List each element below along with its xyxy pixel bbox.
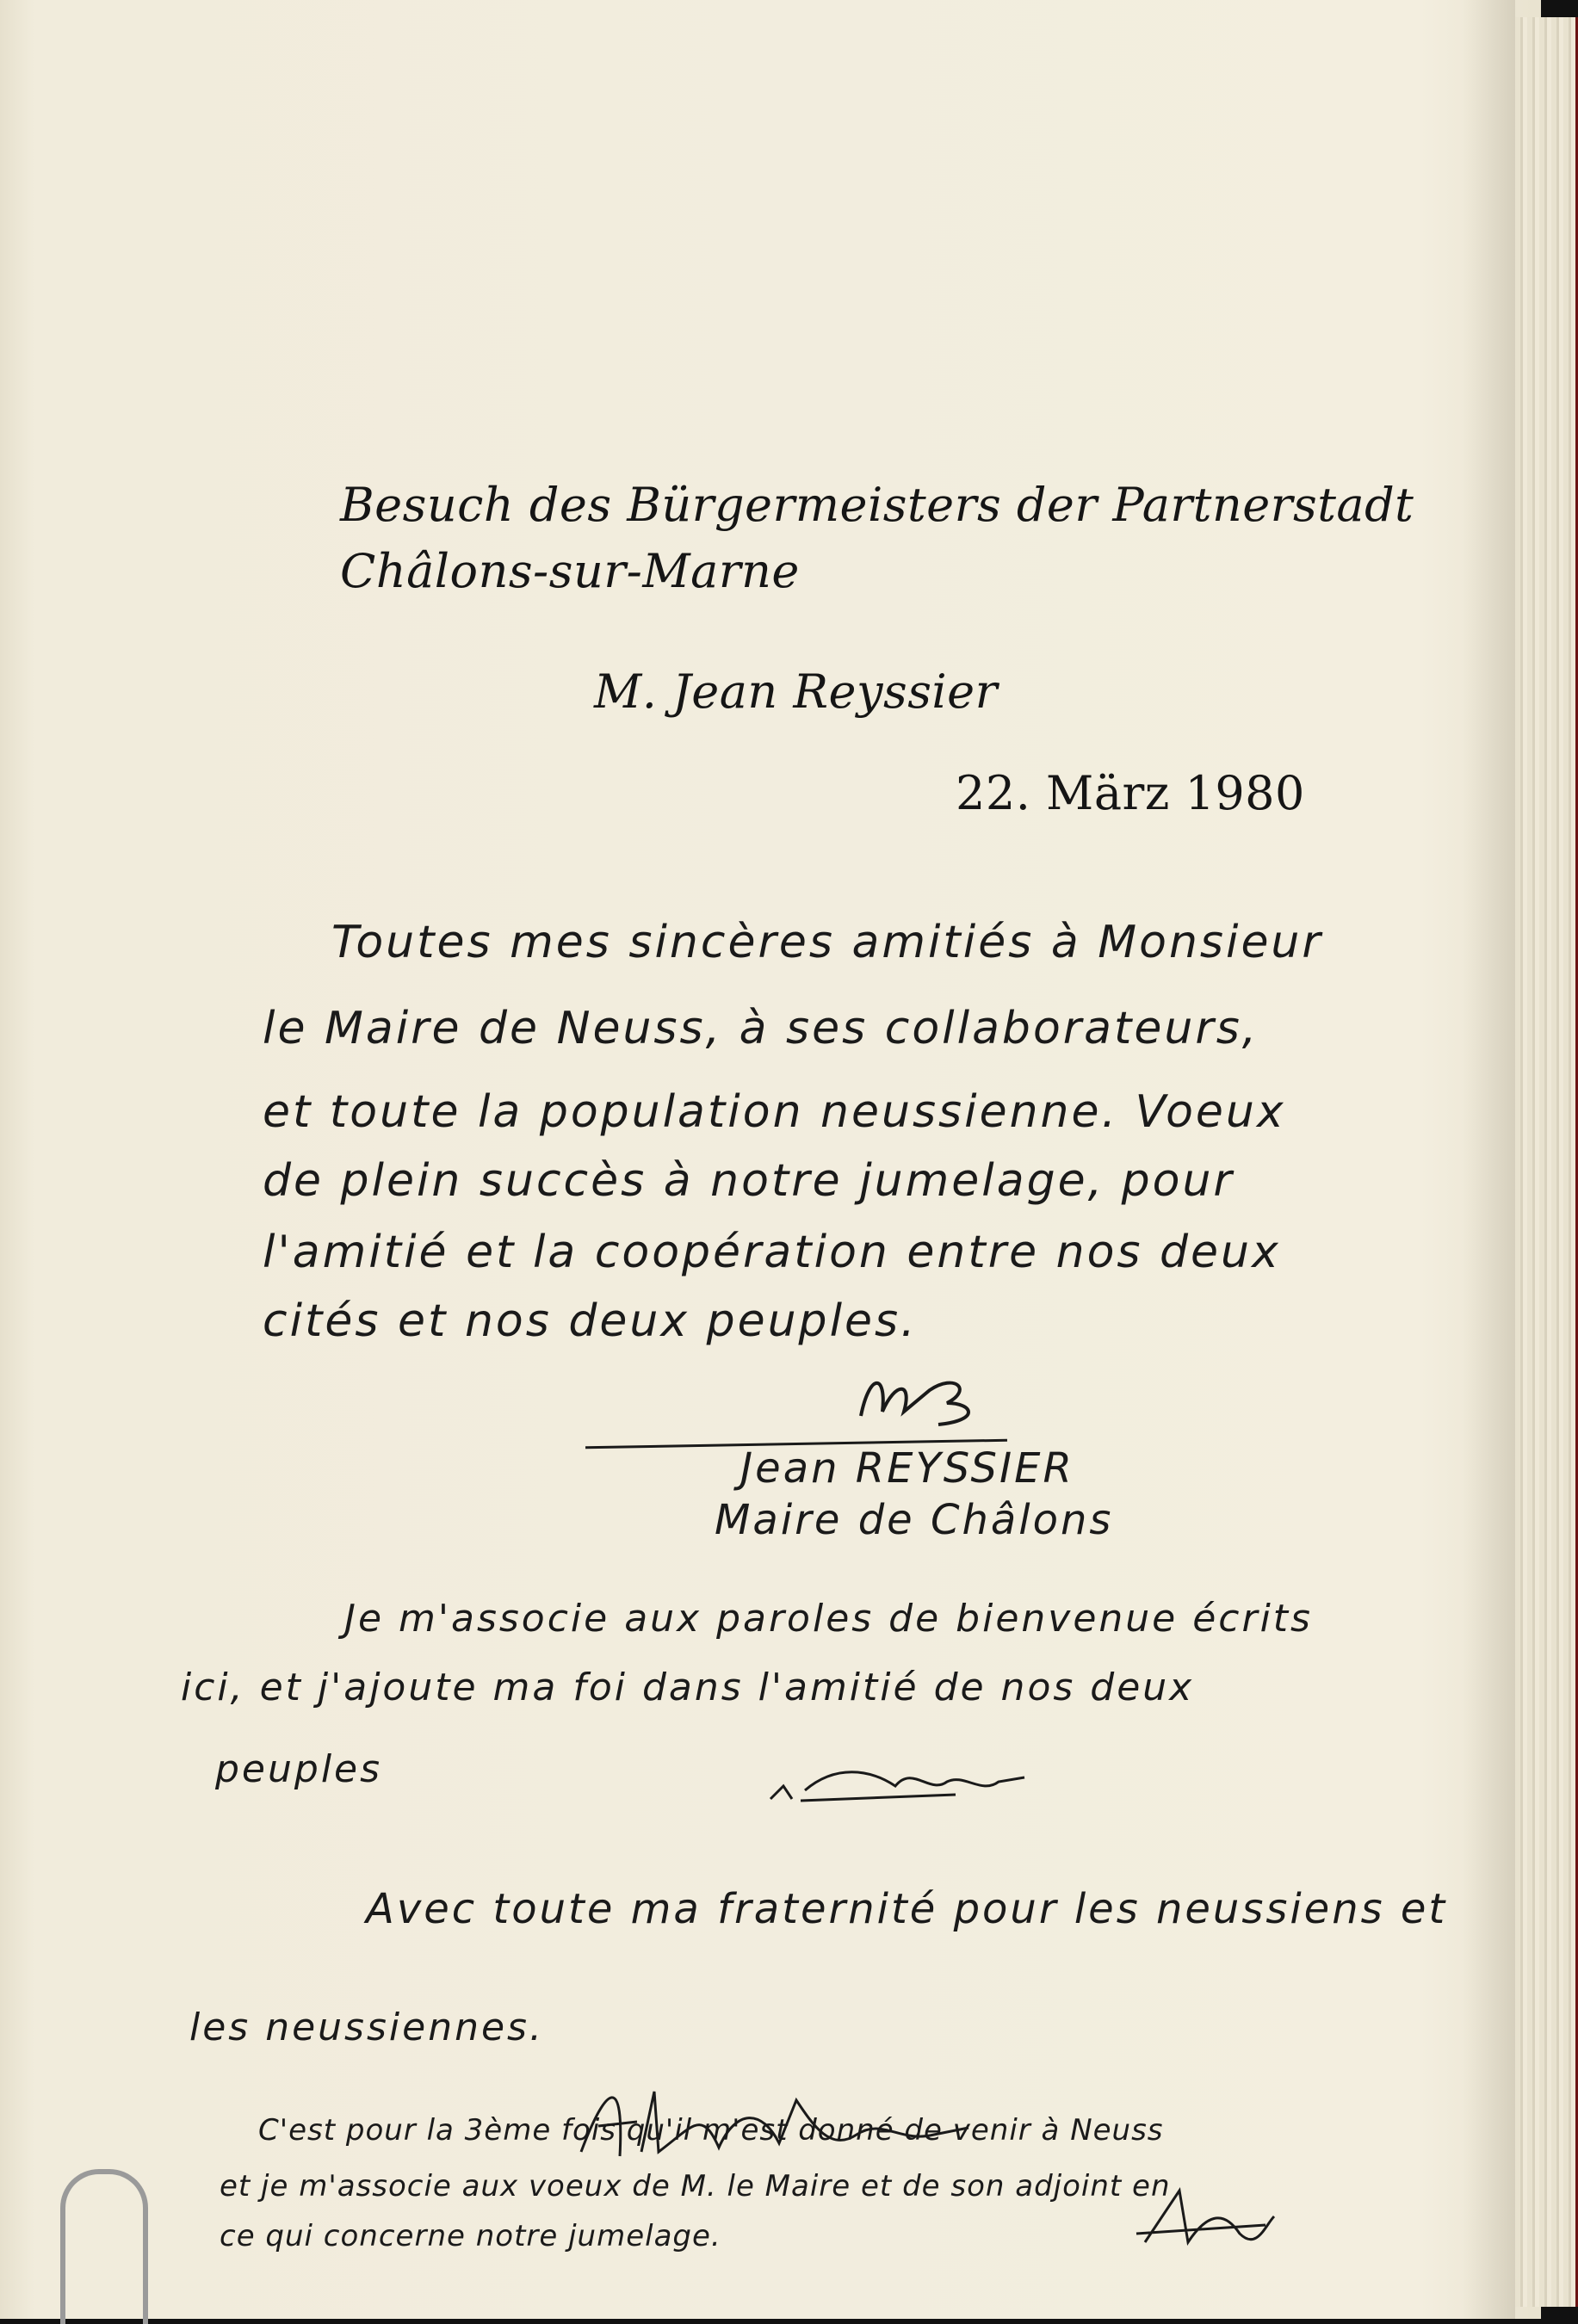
message1-line: de plein succès à notre jumelage, pour (263, 1155, 1235, 1207)
message1-line: l'amitié et la coopération entre nos deux (263, 1227, 1281, 1278)
message2-line: ici, et j'ajoute ma foi dans l'amitié de nos deux (181, 1666, 1195, 1709)
message2-line: Je m'associe aux paroles de bienvenue écrits (344, 1597, 1313, 1641)
page-fold-shadow (1464, 0, 1515, 2319)
visit-date: 22. März 1980 (956, 766, 1305, 820)
guest-name: M. Jean Reyssier (594, 664, 998, 719)
message1-line: le Maire de Neuss, à ses collaborateurs, (263, 1003, 1259, 1054)
message2-line: peuples (215, 1747, 383, 1791)
message3-line: les neussiennes. (189, 2006, 544, 2049)
message4-line: et je m'associe aux voeux de M. le Maire et de son adjoint en (220, 2169, 1171, 2203)
message3-line: Avec toute ma fraternité pour les neussiens et (366, 1885, 1448, 1933)
signature-title: Maire de Châlons (715, 1496, 1114, 1544)
paper-clip (60, 2169, 148, 2324)
signature-scrawl-4 (1128, 2173, 1283, 2259)
message1-line: et toute la population neussienne. Voeux (263, 1086, 1286, 1138)
signature-scrawl-reyssier (844, 1364, 999, 1433)
message1-line: Toutes mes sincères amitiés à Monsieur (331, 917, 1323, 968)
visit-heading-line1: Besuch des Bürgermeisters der Partnerstadt (340, 478, 1414, 532)
signature-scrawl-2 (766, 1747, 1050, 1816)
message4-line: C'est pour la 3ème fois qu'il m'est donné de venir à Neuss (258, 2113, 1164, 2148)
message4-line: ce qui concerne notre jumelage. (220, 2219, 721, 2253)
message1-line: cités et nos deux peuples. (263, 1295, 918, 1347)
signature-name: Jean REYSSIER (740, 1444, 1074, 1493)
book-page-edges (1515, 17, 1578, 2307)
visit-heading-line2: Châlons-sur-Marne (340, 544, 800, 598)
